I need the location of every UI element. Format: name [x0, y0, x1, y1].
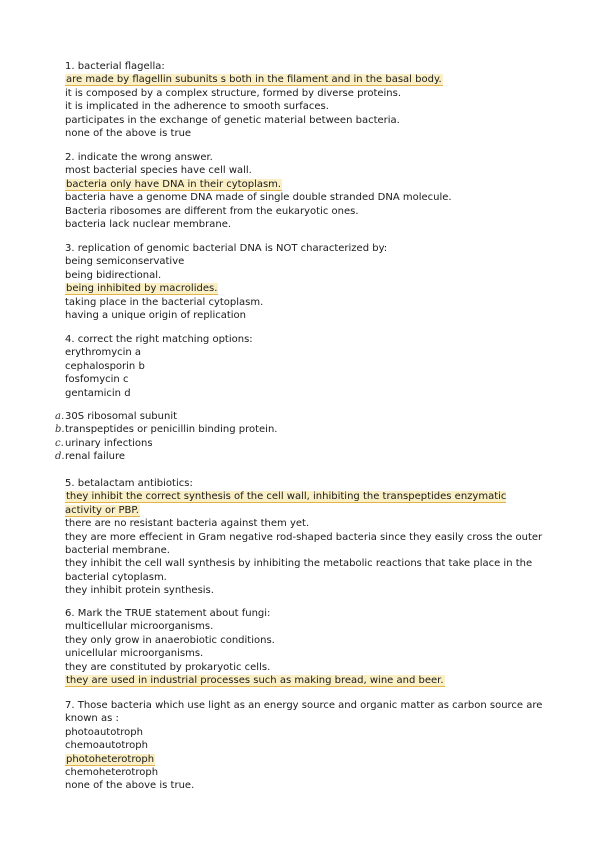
answer-option: chemoheterotroph — [65, 767, 159, 779]
question-2 — [65, 151, 545, 231]
answer-option: photoautotroph — [65, 726, 143, 738]
answer-option: multicellular microorganisms. — [65, 621, 214, 633]
answer-option: unicellular microorganisms. — [65, 648, 204, 660]
answer-option: it is implicated in the adherence to smooth surfaces. — [65, 101, 329, 113]
question-title: 6. Mark the TRUE statement about fungi: — [65, 608, 271, 619]
answer-option: they only grow in anaerobiotic conditions. — [65, 634, 275, 646]
answer-option: they inhibit the cell wall synthesis by inhibiting the metabolic reactions that take place in the bacterial cytoplasm. — [65, 558, 533, 583]
answer-option: bacteria have a genome DNA made of single double stranded DNA molecule. — [65, 192, 452, 204]
question-4 — [65, 333, 545, 400]
handwritten-mark: b. — [55, 424, 65, 436]
answer-option: chemoautotroph — [65, 740, 148, 752]
highlighted-answer: being inhibited by macrolides. — [66, 283, 218, 295]
question-title: 5. betalactam antibiotics: — [65, 478, 193, 489]
answer-option: gentamicin d — [65, 387, 131, 399]
match-option: renal failure — [65, 451, 126, 463]
answer-option: participates in the exchange of genetic material between bacteria. — [65, 114, 400, 126]
question-6 — [65, 607, 545, 687]
question-5 — [65, 477, 545, 598]
question-title: 2. indicate the wrong answer. — [65, 152, 213, 163]
answer-option: erythromycin a — [65, 347, 142, 359]
answer-option: cephalosporin b — [65, 360, 145, 372]
answer-option: none of the above is true. — [65, 780, 195, 792]
answer-option: being semiconservative — [65, 256, 185, 268]
answer-option: there are no resistant bacteria against them yet. — [65, 518, 310, 530]
match-option: urinary infections — [65, 437, 153, 449]
answer-option: taking place in the bacterial cytoplasm. — [65, 296, 264, 308]
answer-option: having a unique origin of replication — [65, 310, 247, 322]
question-7 — [65, 699, 545, 793]
handwritten-mark: a. — [55, 411, 65, 422]
question-title: 1. bacterial flagella: — [65, 61, 165, 72]
answer-option: most bacterial species have cell wall. — [65, 165, 252, 177]
match-option: transpeptides or penicillin binding protein. — [65, 424, 278, 436]
answer-option: fosfomycin c — [65, 374, 129, 386]
match-option: 30S ribosomal subunit — [65, 411, 178, 422]
highlighted-answer: they inhibit the correct synthesis of the cell wall, inhibiting the transpeptides enzymatic activity or PBP. — [65, 491, 507, 516]
answer-option: being bidirectional. — [65, 269, 162, 281]
answer-option: they inhibit protein synthesis. — [65, 585, 214, 597]
highlighted-answer: photoheterotroph — [66, 753, 155, 765]
answer-option: they are more effecient in Gram negative rod-shaped bacteria since they easily cross the outer bacterial membrane. — [65, 531, 543, 557]
handwritten-mark: c. — [55, 437, 64, 449]
answer-option: they are constituted by prokaryotic cells. — [65, 661, 271, 673]
question-1 — [65, 60, 545, 140]
answer-option: bacteria lack nuclear membrane. — [65, 219, 232, 231]
answer-option: it is composed by a complex structure, formed by diverse proteins. — [65, 87, 402, 99]
handwritten-mark: d. — [55, 451, 65, 463]
highlighted-answer: they are used in industrial processes such as making bread, wine and beer. — [66, 675, 444, 687]
answer-option: Bacteria ribosomes are different from the eukaryotic ones. — [65, 205, 359, 217]
question-3 — [65, 242, 545, 322]
question-4-matches — [55, 410, 545, 464]
highlighted-answer: are made by flagellin subunits s both in the filament and in the basal body. — [66, 74, 442, 86]
highlighted-answer: bacteria only have DNA in their cytoplasm. — [66, 178, 282, 190]
question-title: 7. Those bacteria which use light as an energy source and organic matter as carbon source are known as : — [65, 700, 543, 725]
question-title: 3. replication of genomic bacterial DNA is NOT characterized by: — [65, 243, 388, 254]
question-title: 4. correct the right matching options: — [65, 334, 253, 345]
answer-option: none of the above is true — [65, 128, 192, 140]
